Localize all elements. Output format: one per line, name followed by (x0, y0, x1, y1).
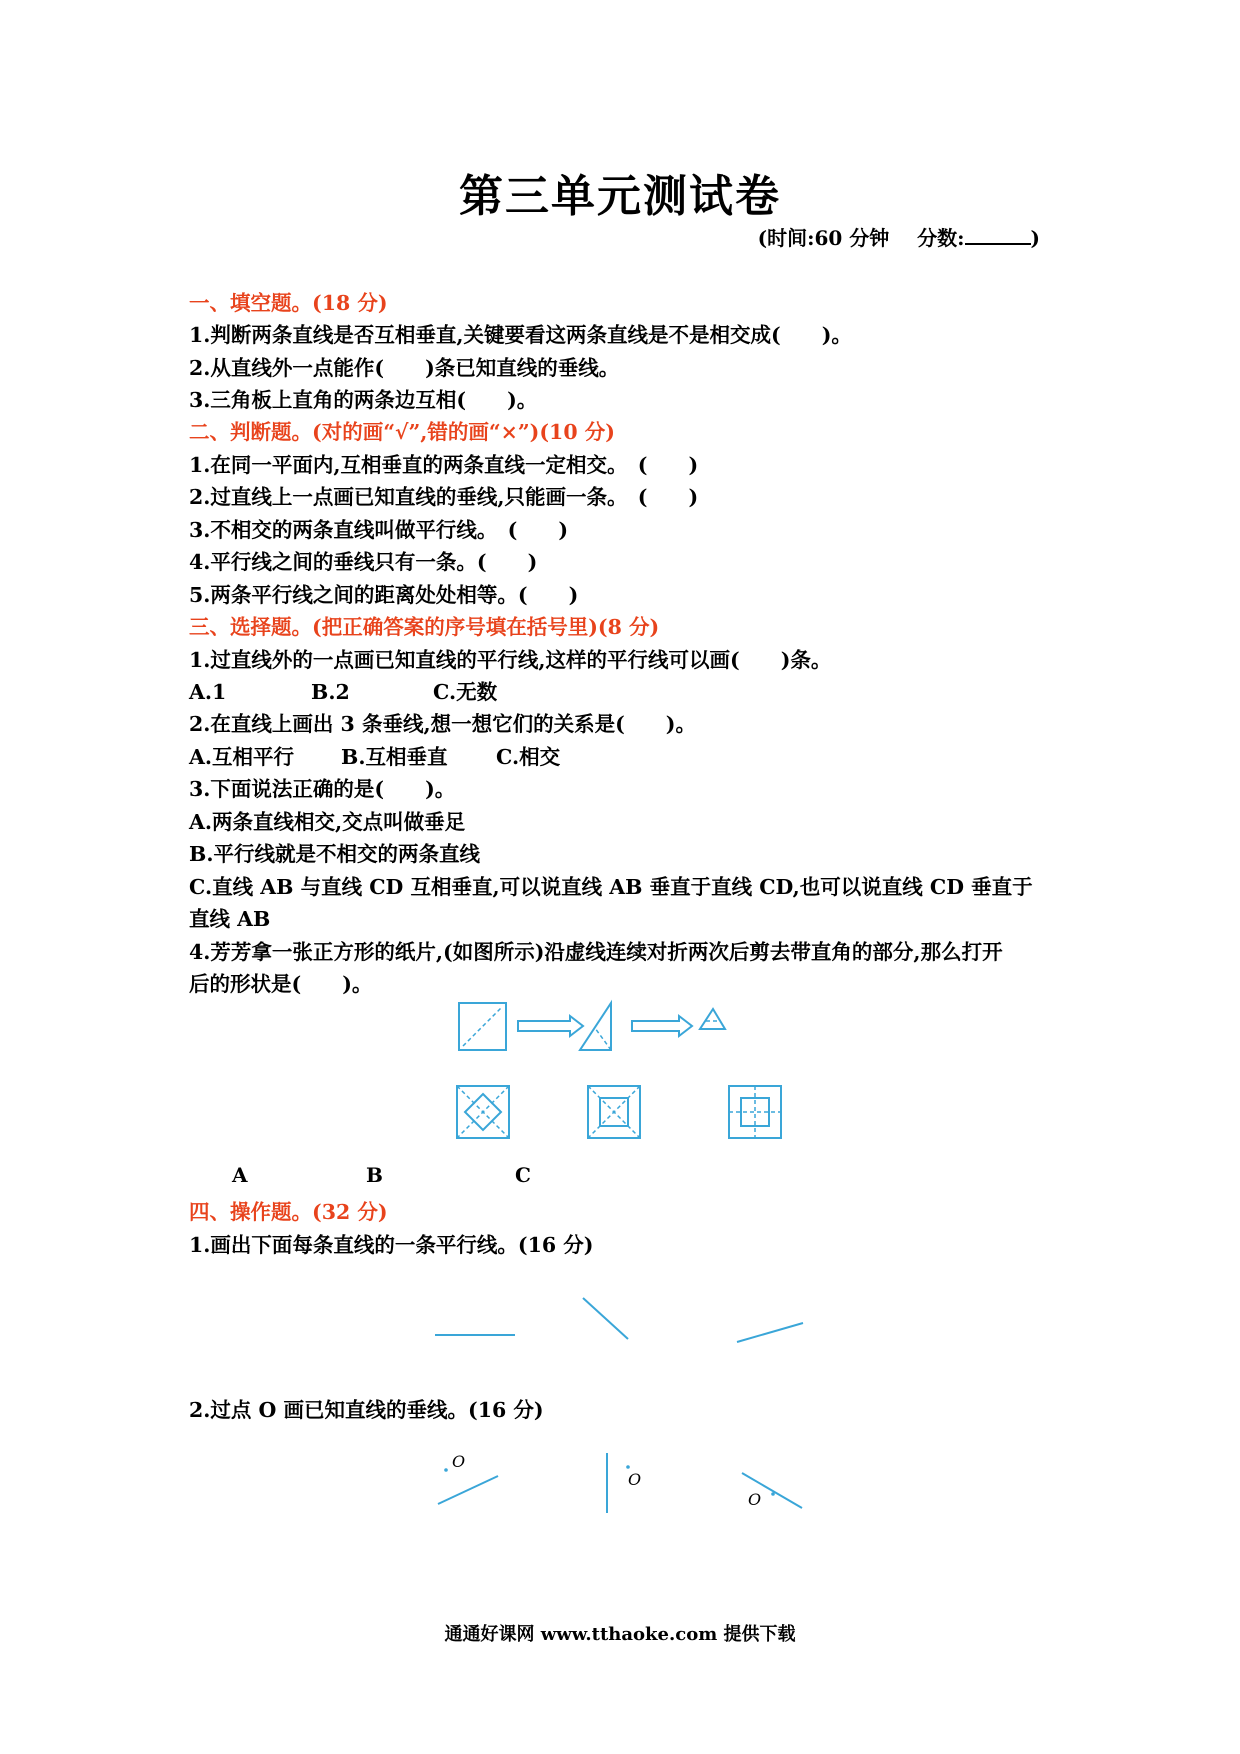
score-label: 分数: (917, 226, 965, 250)
s1-question-3: 3.三角板上直角的两条边互相( )。 (189, 388, 538, 412)
section-2-heading: 二、判断题。(对的画“√”,错的画“×”)(10 分) (189, 420, 615, 444)
given-line-descending (583, 1298, 628, 1339)
s3-question-4-cont: 后的形状是( )。 (189, 972, 373, 996)
option-b-label: B (366, 1163, 383, 1187)
option-c-label: C (515, 1163, 531, 1187)
s3-question-1-options (189, 675, 497, 705)
s3-question-3-option-a: A.两条直线相交,交点叫做垂足 (189, 810, 466, 834)
parallel-lines-figure (420, 1285, 820, 1355)
score-blank (965, 223, 1031, 245)
s2-question-3: 3.不相交的两条直线叫做平行线。 ( ) (189, 518, 569, 542)
section-1-heading: 一、填空题。(18 分) (189, 291, 388, 315)
option-b: B.2 (311, 680, 350, 704)
arrow-right-icon (518, 1016, 583, 1036)
option-a-figure (457, 1086, 509, 1138)
figure-2 (607, 1453, 641, 1513)
s3-question-3-option-c: C.直线 AB 与直线 CD 互相垂直,可以说直线 AB 垂直于直线 CD,也可以说直线 CD 垂直于 (189, 875, 1033, 899)
section-3-heading: 三、选择题。(把正确答案的序号填在括号里)(8 分) (189, 615, 660, 639)
point-o (626, 1465, 630, 1469)
arrow-right-icon (632, 1016, 692, 1036)
s2-question-1: 1.在同一平面内,互相垂直的两条直线一定相交。 ( ) (189, 453, 699, 477)
figure-3 (742, 1473, 802, 1509)
time-score-line (758, 222, 1040, 251)
option-c-figure (729, 1086, 781, 1138)
fold-diagonal (463, 1007, 502, 1046)
point-o-label: O (748, 1490, 762, 1509)
fold-line (595, 1028, 611, 1050)
point-o-label: O (628, 1470, 642, 1489)
option-b: B.互相垂直 (341, 745, 448, 769)
folded-small-triangle (700, 1009, 725, 1029)
s3-question-1: 1.过直线外的一点画已知直线的平行线,这样的平行线可以画( )条。 (189, 648, 832, 672)
point-o-label: O (452, 1452, 466, 1471)
perpendicular-figure (420, 1440, 820, 1520)
option-c: C.相交 (496, 745, 561, 769)
s3-question-4: 4.芳芳拿一张正方形的纸片,(如图所示)沿虚线连续对折两次后剪去带直角的部分,那么打开 (189, 940, 1003, 964)
figure-1 (438, 1452, 498, 1504)
option-c: C.无数 (433, 680, 498, 704)
s3-question-3: 3.下面说法正确的是( )。 (189, 777, 456, 801)
point-o (444, 1468, 448, 1472)
meta-close: ) (1030, 226, 1040, 250)
s2-question-4: 4.平行线之间的垂线只有一条。( ) (189, 550, 538, 574)
answer-figures (452, 1082, 792, 1144)
option-b-figure (588, 1086, 640, 1138)
s2-question-2: 2.过直线上一点画已知直线的垂线,只能画一条。 ( ) (189, 485, 699, 509)
s1-question-2: 2.从直线外一点能作( )条已知直线的垂线。 (189, 356, 620, 380)
given-line-ascending (737, 1323, 803, 1342)
option-a: A.1 (189, 680, 227, 704)
s2-question-5: 5.两条平行线之间的距离处处相等。( ) (189, 583, 579, 607)
option-a: A.互相平行 (189, 745, 295, 769)
s4-question-1: 1.画出下面每条直线的一条平行线。(16 分) (189, 1233, 594, 1257)
point-o (771, 1492, 775, 1496)
time-label: (时间:60 分钟 (757, 226, 890, 250)
s3-question-3-option-c-cont: 直线 AB (189, 907, 271, 931)
s3-question-2-options (189, 740, 560, 770)
s3-question-2: 2.在直线上画出 3 条垂线,想一想它们的关系是( )。 (189, 712, 696, 736)
footer-source: 通通好课网 www.tthaoke.com 提供下载 (444, 1624, 796, 1645)
s1-question-1: 1.判断两条直线是否互相垂直,关键要看这两条直线是不是相交成( )。 (189, 323, 852, 347)
option-a-label: A (232, 1163, 248, 1187)
s3-question-3-option-b: B.平行线就是不相交的两条直线 (189, 842, 480, 866)
page-title: 第三单元测试卷 (459, 171, 781, 222)
folding-process-figure (455, 995, 775, 1060)
s4-question-2: 2.过点 O 画已知直线的垂线。(16 分) (189, 1398, 544, 1422)
section-4-heading: 四、操作题。(32 分) (189, 1200, 388, 1224)
